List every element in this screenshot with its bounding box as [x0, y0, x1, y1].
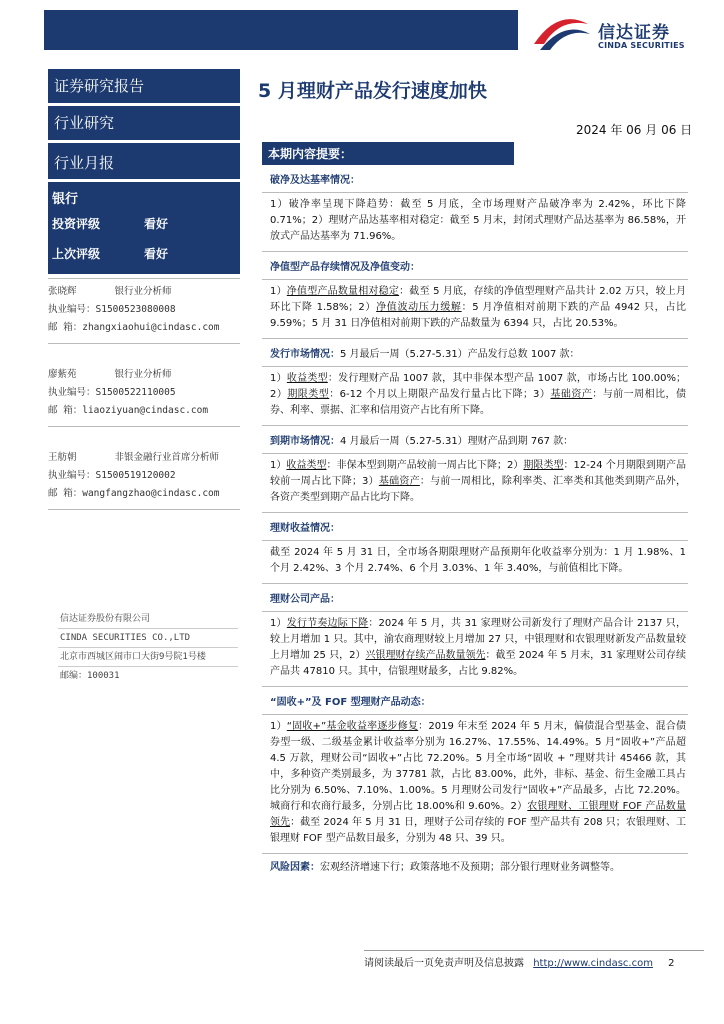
company-name-cn: 信达证券股份有限公司: [58, 610, 238, 629]
category-label: 行业研究: [48, 106, 240, 140]
section-heading: 理财公司产品：: [270, 594, 340, 605]
rating-row: [52, 208, 234, 238]
section-paragraph: 1）收益类型：非保本型到期产品较前一周占比下降；2）期限类型：12-24 个月期限到期产品较前一周占比下降；3）基础资产：与前一周相比，除利率类、汇率类和其他类到期产品外，各资产类型到期产品占比均下降。: [262, 453, 688, 513]
section-heading: 理财收益情况：: [270, 523, 340, 534]
analyst-cert: 执业编号：S1500523080008: [48, 304, 176, 315]
analyst-role: 非银金融行业首席分析师: [114, 452, 220, 463]
previous-rating-row: [52, 238, 234, 268]
analyst-role: 银行业分析师: [114, 369, 172, 380]
risk-heading: 风险因素：: [270, 862, 320, 873]
rating-box: [48, 182, 240, 274]
risk-text: 宏观经济增速下行；政策落地不及预期；部分银行理财业务调整等。: [320, 862, 620, 873]
underlined-phrase: 发行节奏边际下降: [286, 618, 369, 629]
underlined-phrase: 净值型产品数量相对稳定: [286, 286, 400, 297]
header-banner: [44, 10, 518, 50]
analyst-list: [48, 278, 240, 510]
analyst-card: [48, 362, 240, 427]
monthly-label: 行业月报: [48, 143, 240, 179]
section-paragraph: 1）“固收+”基金收益率逐步修复：2019 年末至 2024 年 5 月末，偏债混合型基金、混合债券型一级、二级基金累计收益率分别为 16.27%、17.55%、14.49%。5 月“固收+”产品超 4.5 万款，理财公司“固收+”占比 72.20%。5 月全市场“固收 + ”理财共计 45466 款，其中，多种资产类别最多，为 37781 款，占比 83.00%，此外，非标、基金、衍生金融工具占比分别为 6.50%、7.10%、1.00%。5 月理财公司发行“固收+”产品最多，占比 72.20%。城商行和农商行最多，分别占比 18.00%和 9.60%。2）农银理财、工银理财 FOF 产品数量领先：截至 2024 年 5 月 31 日，理财子公司存续的 FOF 型产品共有 208 只；农银理财、工银理财 FOF 型产品数目最多，分别为 48 只、39 只。: [262, 714, 688, 854]
analyst-name: 王舫朝: [48, 452, 77, 463]
underlined-phrase: 期限类型: [287, 389, 330, 400]
analyst-cert: 执业编号：S1500522110005: [48, 387, 176, 398]
underlined-phrase: 兴银理财存续产品数量领先: [365, 650, 486, 661]
section-heading: 破净及达基率情况：: [270, 175, 360, 186]
analyst-name: 廖紫苑: [48, 369, 77, 380]
underlined-phrase: 农银理财、工银理财 FOF 产品数量领先: [270, 801, 687, 828]
previous-rating-label: 上次评级: [52, 247, 101, 261]
logo-cn-text: 信达证券: [598, 23, 670, 43]
logo-en-text: CINDA SECURITIES: [598, 41, 685, 50]
analyst-email[interactable]: 邮 箱：zhangxiaohui@cindasc.com: [48, 322, 220, 333]
risk-paragraph: [262, 860, 688, 882]
analyst-cert: 执业编号：S1500519120002: [48, 470, 176, 481]
section-heading: 净值型产品存续情况及净值变动：: [270, 262, 420, 273]
underlined-phrase: 基础资产: [550, 389, 593, 400]
cinda-logo: [530, 14, 708, 56]
section-paragraph: 1）发行节奏边际下降：2024 年 5 月，共 31 家理财公司新发行了理财产品合计 2137 只，较上月增加 1 只。其中，渝农商理财较上月增加 27 只，中银理财和农银理财新发产品数量较上月增加 25 只，2）兴银理财存续产品数量领先：截至 2024 年 5 月末，31 家理财公司存续产品共 47810 只。其中，信银理财最多，占比 9.82%。: [262, 611, 688, 687]
analyst-email[interactable]: 邮 箱：liaoziyuan@cindasc.com: [48, 405, 209, 416]
underlined-phrase: 收益类型: [286, 373, 328, 384]
section-paragraph: 1）净值型产品数量相对稳定：截至 5 月底，存续的净值型理财产品共计 2.02 万只，较上月环比下降 1.58%；2）净值波动压力缓解：5 月净值相对前期下跌的产品 4942 只，占比 9.59%；5 月 31 日净值相对前期下跌的产品数量为 6394 只，占比 20.53%。: [262, 279, 688, 339]
sector-name: 银行: [52, 192, 79, 207]
sidebar: [48, 69, 240, 510]
summary-label: 本期内容提要：: [262, 142, 514, 165]
website-link[interactable]: http://www.cindasc.com: [533, 958, 653, 969]
section-paragraph: 截至 2024 年 5 月 31 日，全市场各期限理财产品预期年化收益率分别为：1 月 1.98%、1 个月 2.42%、3 个月 2.74%、6 个月 3.03%、1 年 3.40%，与前值相比下降。: [262, 540, 688, 584]
underlined-phrase: 净值波动压力缓解: [376, 302, 462, 313]
company-address: 北京市西城区闹市口大街9号院1号楼: [58, 648, 238, 667]
rating-label: 投资评级: [52, 217, 101, 231]
underlined-phrase: 收益类型: [286, 460, 327, 471]
page-footer: [364, 950, 704, 969]
underlined-phrase: “固收+”基金收益率逐步修复: [286, 721, 419, 732]
disclaimer-text: 请阅读最后一页免责声明及信息披露: [364, 958, 524, 969]
page-number: 2: [668, 958, 675, 969]
report-body: [262, 142, 688, 888]
analyst-email[interactable]: 邮 箱：wangfangzhao@cindasc.com: [48, 488, 220, 499]
analyst-card: [48, 278, 240, 344]
section-heading: 发行市场情况：5 月最后一周（5.27-5.31）产品发行总数 1007 款：: [270, 349, 580, 360]
report-type-label: 证券研究报告: [48, 69, 240, 103]
section-paragraph: 1）收益类型：发行理财产品 1007 款，其中非保本型产品 1007 款，市场占比 100.00%；2）期限类型：6-12 个月以上期限产品发行量占比下降；3）基础资产：与前一周相比，债券、利率、票据、汇率和信用资产占比有所下降。: [262, 366, 688, 426]
previous-rating-value: 看好: [144, 247, 169, 261]
rating-value: 看好: [144, 217, 169, 231]
report-date: 2024 年 06 月 06 日: [576, 123, 693, 137]
cinda-logo-icon: [530, 14, 592, 56]
company-info: [58, 610, 238, 685]
company-postcode: 邮编：100031: [60, 671, 120, 681]
analyst-name: 张晓辉: [48, 286, 77, 297]
section-paragraph: 1）破净率呈现下降趋势：截至 5 月底，全市场理财产品破净率为 2.42%，环比下降 0.71%；2）理财产品达基率相对稳定：截至 5 月末，封闭式理财产品达基率为 86.58%，开放式产品达基率为 71.96%。: [262, 192, 688, 252]
company-name-en: CINDA SECURITIES CO.,LTD: [58, 629, 238, 648]
section-heading: “固收+”及 FOF 型理财产品动态：: [270, 697, 431, 708]
underlined-phrase: 期限类型: [523, 460, 564, 471]
section-heading: 到期市场情况：4 月最后一周（5.27-5.31）理财产品到期 767 款：: [270, 436, 574, 447]
underlined-phrase: 基础资产: [378, 476, 420, 487]
report-title: 5 月理财产品发行速度加快: [258, 80, 487, 102]
analyst-card: [48, 445, 240, 510]
analyst-role: 银行业分析师: [114, 286, 172, 297]
